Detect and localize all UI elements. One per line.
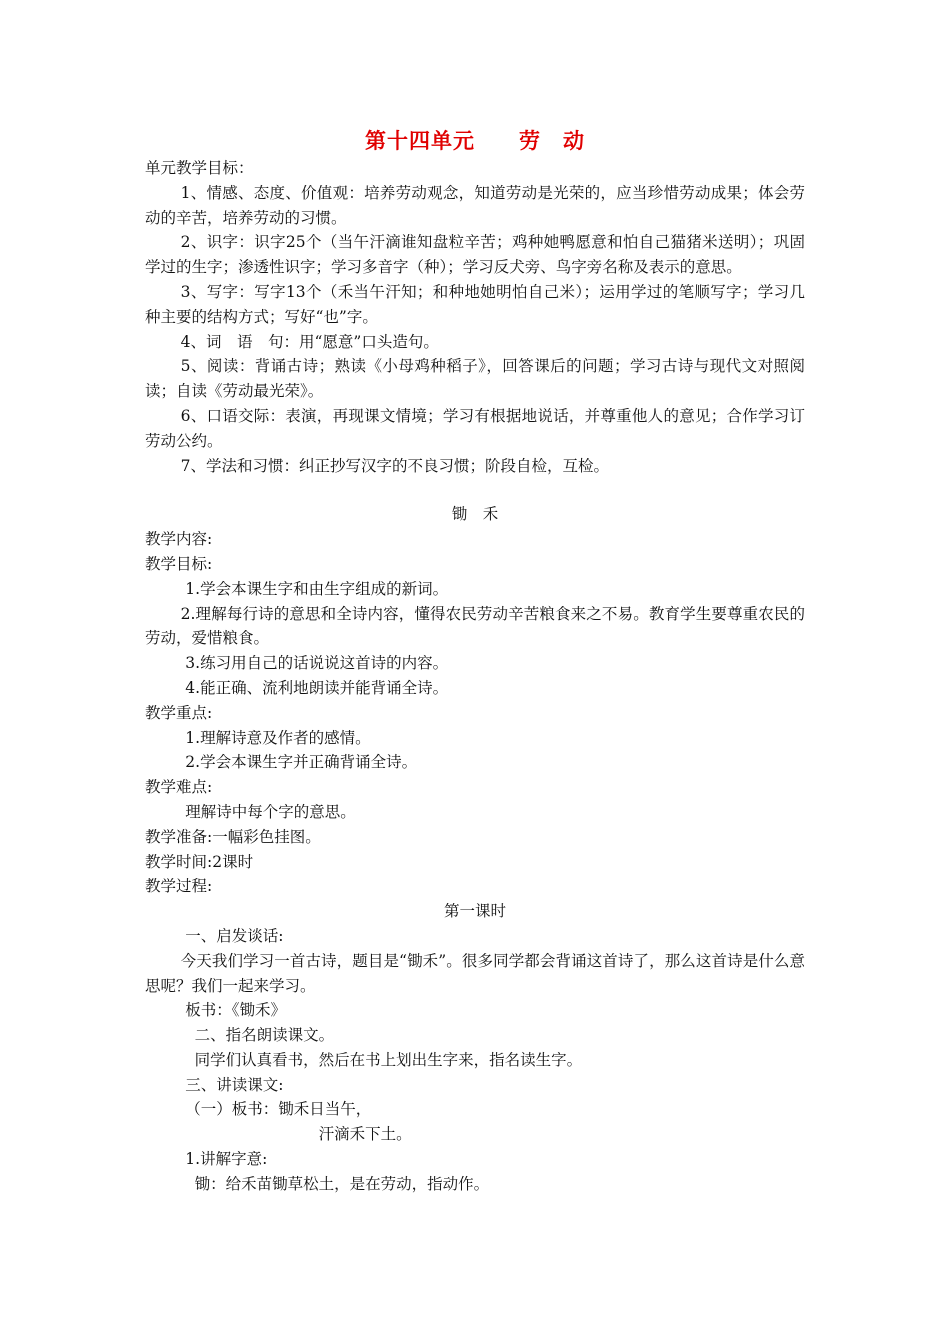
difficulty-text: 理解诗中每个字的意思。 [185,802,356,821]
lesson-title: 锄 禾 [451,505,499,524]
step-3-board-line-1: （一）板书：锄禾日当午， [185,1100,372,1119]
goal-6: 6、口语交际：表演，再现课文情境；学习有根据地说话，并尊重他人的意见；合作学习订劳动公约。 [145,406,805,450]
key-points-label: 教学重点: [145,703,213,722]
goal-1: 1、情感、态度、价值观：培养劳动观念，知道劳动是光荣的，应当珍惜劳动成果；体会劳动的辛苦，培养劳动的习惯。 [145,183,805,227]
step-3-chu-definition: 锄：给禾苗锄草松土，是在劳动，指动作。 [194,1174,490,1193]
objective-1: 1.学会本课生字和由生字组成的新词。 [185,579,449,598]
step-3-board-line-2: 汗滴禾下土。 [318,1125,412,1144]
process-label: 教学过程: [145,877,213,896]
goal-7: 7、学法和习惯：纠正抄写汉字的不良习惯；阶段自检，互检。 [180,456,610,475]
preparation: 教学准备:一幅彩色挂图。 [145,827,321,846]
step-1-board: 板书：《锄禾》 [185,1001,287,1020]
objectives-label: 教学目标: [145,554,213,573]
objective-4: 4.能正确、流利地朗读并能背诵全诗。 [185,678,449,697]
lesson-time: 教学时间:2课时 [145,852,254,871]
key-point-2: 2.学会本课生字并正确背诵全诗。 [185,753,418,772]
goal-4: 4、词 语 句：用“愿意”口头造句。 [180,332,439,351]
step-3-explain: 1.讲解字意: [185,1150,268,1169]
key-point-1: 1.理解诗意及作者的感情。 [185,728,371,747]
content-label: 教学内容: [145,530,213,549]
step-2-heading: 二、指名朗读课文。 [194,1026,335,1045]
goals-heading: 单元教学目标： [145,159,254,177]
objective-2: 2.理解每行诗的意思和全诗内容，懂得农民劳动辛苦粮食来之不易。教育学生要尊重农民的劳动，爱惜粮食。 [145,604,805,648]
goal-3: 3、写字：写字13个（禾当午汗知；和种地她明怕自己米）；运用学过的笔顺写字；学习几种主要的结构方式；写好“也”字。 [145,282,805,326]
step-1-heading: 一、启发谈话: [185,926,284,945]
step-3-heading: 三、讲读课文: [185,1075,284,1094]
period-title: 第一课时 [443,902,506,921]
difficulty-label: 教学难点: [145,778,213,797]
goal-2: 2、识字：识字25个（当午汗滴谁知盘粒辛苦；鸡种她鸭愿意和怕自己猫猪米送明）；巩固学过的生字；渗透性识字；学习多音字（种）；学习反犬旁、鸟字旁名称及表示的意思。 [145,233,805,277]
goal-5: 5、阅读：背诵古诗；熟读《小母鸡种稻子》，回答课后的问题；学习古诗与现代文对照阅读；自读《劳动最光荣》。 [145,357,805,401]
unit-title: 第十四单元 劳 动 [365,128,585,153]
step-2-text: 同学们认真看书，然后在书上划出生字来，指名读生字。 [194,1050,583,1069]
objective-3: 3.练习用自己的话说说这首诗的内容。 [185,654,449,673]
step-1-text: 今天我们学习一首古诗，题目是“锄禾”。很多同学都会背诵这首诗了，那么这首诗是什么意思呢？我们一起来学习。 [145,951,805,995]
